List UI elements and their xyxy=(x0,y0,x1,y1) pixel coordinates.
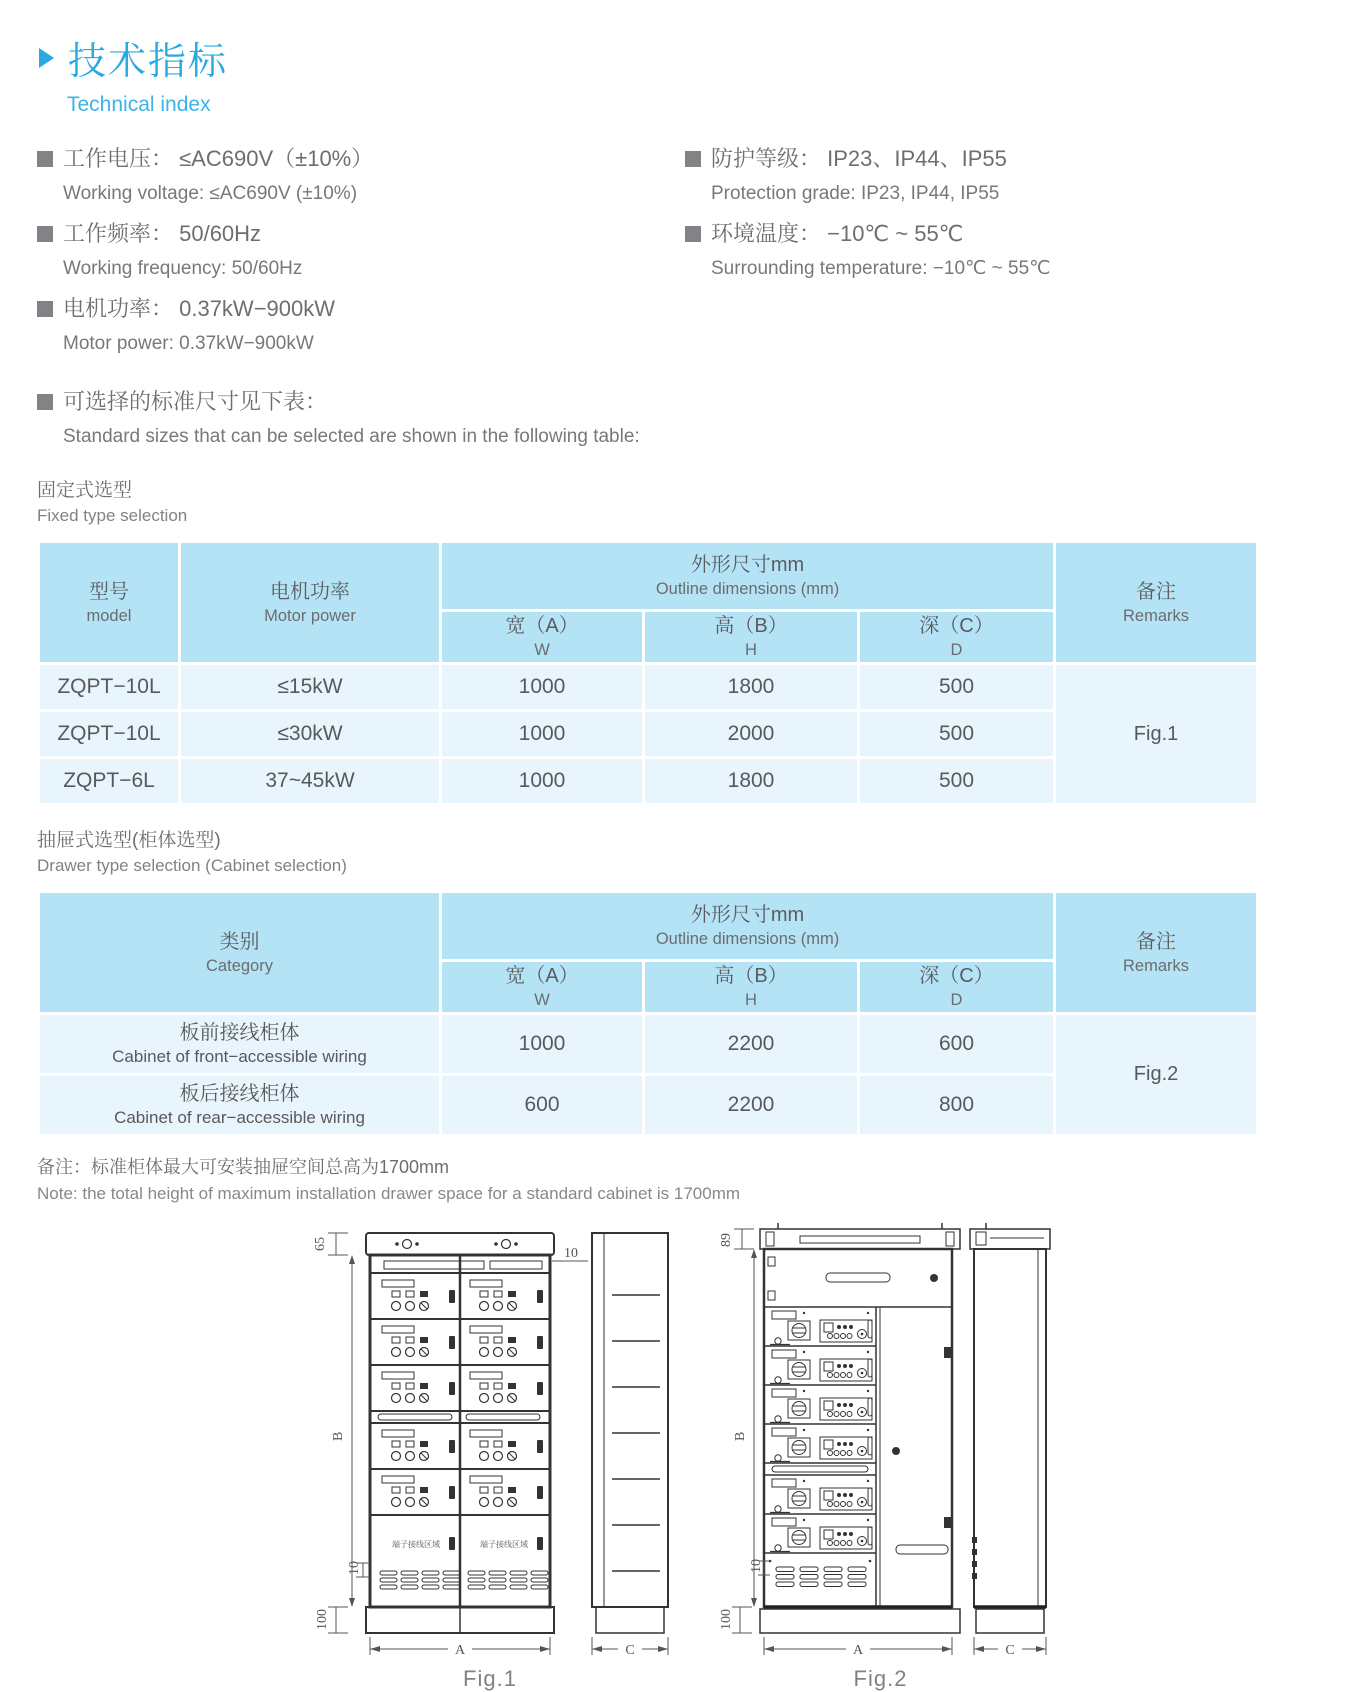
spec-zh-text: 环境温度： −10℃ ~ 55℃ xyxy=(711,221,964,246)
fig1-side-view xyxy=(592,1233,668,1658)
section-title-zh: 固定式选型 xyxy=(37,480,133,501)
bullet-square-icon xyxy=(37,151,53,167)
fig1-dim-cap: 65 xyxy=(313,1237,328,1251)
page-subtitle: Technical index xyxy=(67,93,211,116)
fig1-dim-top-right: 10 xyxy=(564,1246,578,1261)
bullet-square-icon xyxy=(37,301,53,317)
section-title-en: Fixed type selection xyxy=(37,506,188,525)
col-header-category xyxy=(40,893,439,1012)
spec-zh-text: 工作频率： 50/60Hz xyxy=(63,221,262,246)
cell-remark: Fig.1 xyxy=(1056,665,1256,803)
figure-1-block xyxy=(300,1219,680,1692)
col-header-depth xyxy=(860,962,1053,1012)
fig2-caption: Fig.2 xyxy=(853,1666,908,1691)
col-header-model xyxy=(40,543,178,662)
cell-width: 1000 xyxy=(442,712,642,756)
table-note xyxy=(37,1153,1320,1207)
header-zh: 备注 xyxy=(1136,930,1177,953)
page-title: 技术指标 xyxy=(68,41,229,83)
fixed-type-table xyxy=(37,540,1259,806)
fig1-dim-base: 100 xyxy=(315,1609,330,1630)
spec-zh-text: 防护等级： IP23、IP44、IP55 xyxy=(711,146,1007,171)
page-header xyxy=(37,30,1320,85)
spec-list xyxy=(37,143,1320,368)
spec-item-motor-power xyxy=(37,293,685,359)
bullet-square-icon xyxy=(37,394,53,410)
header-zh: 型号 xyxy=(89,580,129,603)
cell-remark: Fig.2 xyxy=(1056,1015,1256,1134)
col-header-outline-dimensions xyxy=(442,893,1053,959)
category-zh: 板后接线柜体 xyxy=(179,1083,300,1105)
cell-model: ZQPT−10L xyxy=(40,665,178,709)
cell-depth: 600 xyxy=(860,1015,1053,1073)
spec-en-text: Motor power: 0.37kW−900kW xyxy=(63,333,314,354)
table-row xyxy=(40,1015,1256,1073)
cell-depth: 500 xyxy=(860,665,1053,709)
category-en: Cabinet of front−accessible wiring xyxy=(112,1047,367,1066)
header-en: Motor power xyxy=(264,606,356,625)
header-en: Category xyxy=(206,956,273,975)
header-zh: 外形尺寸mm xyxy=(690,904,805,926)
col-header-motor-power xyxy=(181,543,439,662)
fig1-dim-depth: C xyxy=(625,1643,635,1658)
cell-width: 1000 xyxy=(442,665,642,709)
spec-zh-text: 电机功率： 0.37kW−900kW xyxy=(63,296,336,321)
figure-2-block xyxy=(708,1219,1053,1692)
category-en: Cabinet of rear−accessible wiring xyxy=(114,1108,365,1127)
header-en: W xyxy=(534,991,550,1009)
header-en: Outline dimensions (mm) xyxy=(655,580,840,598)
spec-item-protection xyxy=(685,143,1320,209)
header-en: model xyxy=(86,606,132,625)
drawer-type-table xyxy=(37,890,1259,1137)
intro-en-text: Standard sizes that can be selected are shown in the following table: xyxy=(63,426,640,447)
category-zh: 板前接线柜体 xyxy=(179,1022,300,1044)
cell-category xyxy=(40,1076,439,1134)
fig1-caption: Fig.1 xyxy=(463,1666,517,1691)
header-en: Remarks xyxy=(1123,606,1190,625)
col-header-height xyxy=(645,962,857,1012)
header-en: Outline dimensions (mm) xyxy=(655,930,840,948)
cell-depth: 500 xyxy=(860,712,1053,756)
spec-en-text: Working frequency: 50/60Hz xyxy=(63,258,303,279)
cell-power: 37~45kW xyxy=(181,759,439,803)
fig2-dim-base: 100 xyxy=(719,1609,734,1630)
fig1-dim-width: A xyxy=(454,1643,466,1658)
cell-power: ≤30kW xyxy=(181,712,439,756)
spec-column-left xyxy=(37,143,685,368)
section-arrow-icon xyxy=(39,48,54,68)
fig1-dim-height: B xyxy=(331,1431,346,1441)
spec-en-text: Protection grade: IP23, IP44, IP55 xyxy=(711,183,1000,204)
fig1-drawing xyxy=(300,1219,680,1664)
bullet-square-icon xyxy=(37,226,53,242)
header-zh: 深（C） xyxy=(919,615,994,637)
fig1-front-view xyxy=(366,1233,554,1633)
cell-depth: 800 xyxy=(860,1076,1053,1134)
intro-zh-text: 可选择的标准尺寸见下表： xyxy=(63,389,328,414)
cell-height: 1800 xyxy=(645,759,857,803)
col-header-remarks xyxy=(1056,543,1256,662)
cell-width: 600 xyxy=(442,1076,642,1134)
header-zh: 外形尺寸mm xyxy=(690,554,805,576)
header-en: H xyxy=(745,991,757,1009)
header-en: Remarks xyxy=(1123,956,1190,975)
col-header-outline-dimensions xyxy=(442,543,1053,609)
cell-height: 1800 xyxy=(645,665,857,709)
header-zh: 高（B） xyxy=(714,615,788,637)
col-header-width xyxy=(442,612,642,662)
cell-depth: 500 xyxy=(860,759,1053,803)
bullet-square-icon xyxy=(685,151,701,167)
fig2-front-view xyxy=(760,1223,960,1633)
spec-en-text: Surrounding temperature: −10℃ ~ 55℃ xyxy=(711,258,1051,279)
header-zh: 宽（A） xyxy=(505,965,579,987)
cell-height: 2000 xyxy=(645,712,857,756)
col-header-height xyxy=(645,612,857,662)
header-zh: 高（B） xyxy=(714,965,788,987)
header-zh: 宽（A） xyxy=(505,615,579,637)
header-en: D xyxy=(950,991,963,1009)
col-header-width xyxy=(442,962,642,1012)
fig2-side-view xyxy=(970,1223,1050,1658)
fig2-dim-width: A xyxy=(852,1643,864,1658)
spec-item-table-intro xyxy=(37,386,1320,452)
cell-height: 2200 xyxy=(645,1076,857,1134)
cell-model: ZQPT−6L xyxy=(40,759,178,803)
cell-category xyxy=(40,1015,439,1073)
spec-zh-text: 工作电压： ≤AC690V（±10%） xyxy=(63,146,374,171)
fig2-dimensions xyxy=(719,1229,952,1658)
col-header-depth xyxy=(860,612,1053,662)
spec-item-temperature xyxy=(685,218,1320,284)
spec-item-frequency xyxy=(37,218,685,284)
spec-en-text: Working voltage: ≤AC690V (±10%) xyxy=(63,183,358,204)
cell-power: ≤15kW xyxy=(181,665,439,709)
section-title-zh: 抽屉式选型(柜体选型) xyxy=(37,830,221,851)
figures-row xyxy=(300,1219,1320,1692)
header-zh: 深（C） xyxy=(919,965,994,987)
fig2-drawing xyxy=(708,1219,1053,1664)
header-en: D xyxy=(950,641,963,659)
fig2-dim-height: B xyxy=(733,1431,748,1441)
fig1-terminal-label: 端子接线区域 xyxy=(392,1540,440,1549)
fig1-dim-vent: 10 xyxy=(347,1561,362,1575)
fig2-dim-vent: 10 xyxy=(749,1559,764,1573)
cell-height: 2200 xyxy=(645,1015,857,1073)
header-en: H xyxy=(745,641,757,659)
cell-width: 1000 xyxy=(442,759,642,803)
cell-width: 1000 xyxy=(442,1015,642,1073)
note-en: Note: the total height of maximum installation drawer space for a standard cabinet is 1700mm xyxy=(37,1184,741,1203)
fig2-dim-depth: C xyxy=(1005,1643,1015,1658)
drawer-table-section-label xyxy=(37,828,1320,878)
spec-item-voltage xyxy=(37,143,685,209)
table-row xyxy=(40,665,1256,709)
col-header-remarks xyxy=(1056,893,1256,1012)
fixed-table-section-label xyxy=(37,478,1320,528)
spec-column-right xyxy=(685,143,1320,368)
note-zh: 备注：标准柜体最大可安装抽屉空间总高为1700mm xyxy=(37,1157,450,1177)
header-zh: 类别 xyxy=(219,930,260,953)
header-zh: 电机功率 xyxy=(270,580,350,603)
header-zh: 备注 xyxy=(1136,580,1177,603)
cell-model: ZQPT−10L xyxy=(40,712,178,756)
section-title-en: Drawer type selection (Cabinet selection) xyxy=(37,856,347,875)
fig2-dim-cap: 89 xyxy=(719,1233,734,1247)
bullet-square-icon xyxy=(685,226,701,242)
header-en: W xyxy=(534,641,550,659)
fig1-terminal-label: 端子接线区域 xyxy=(480,1540,528,1549)
